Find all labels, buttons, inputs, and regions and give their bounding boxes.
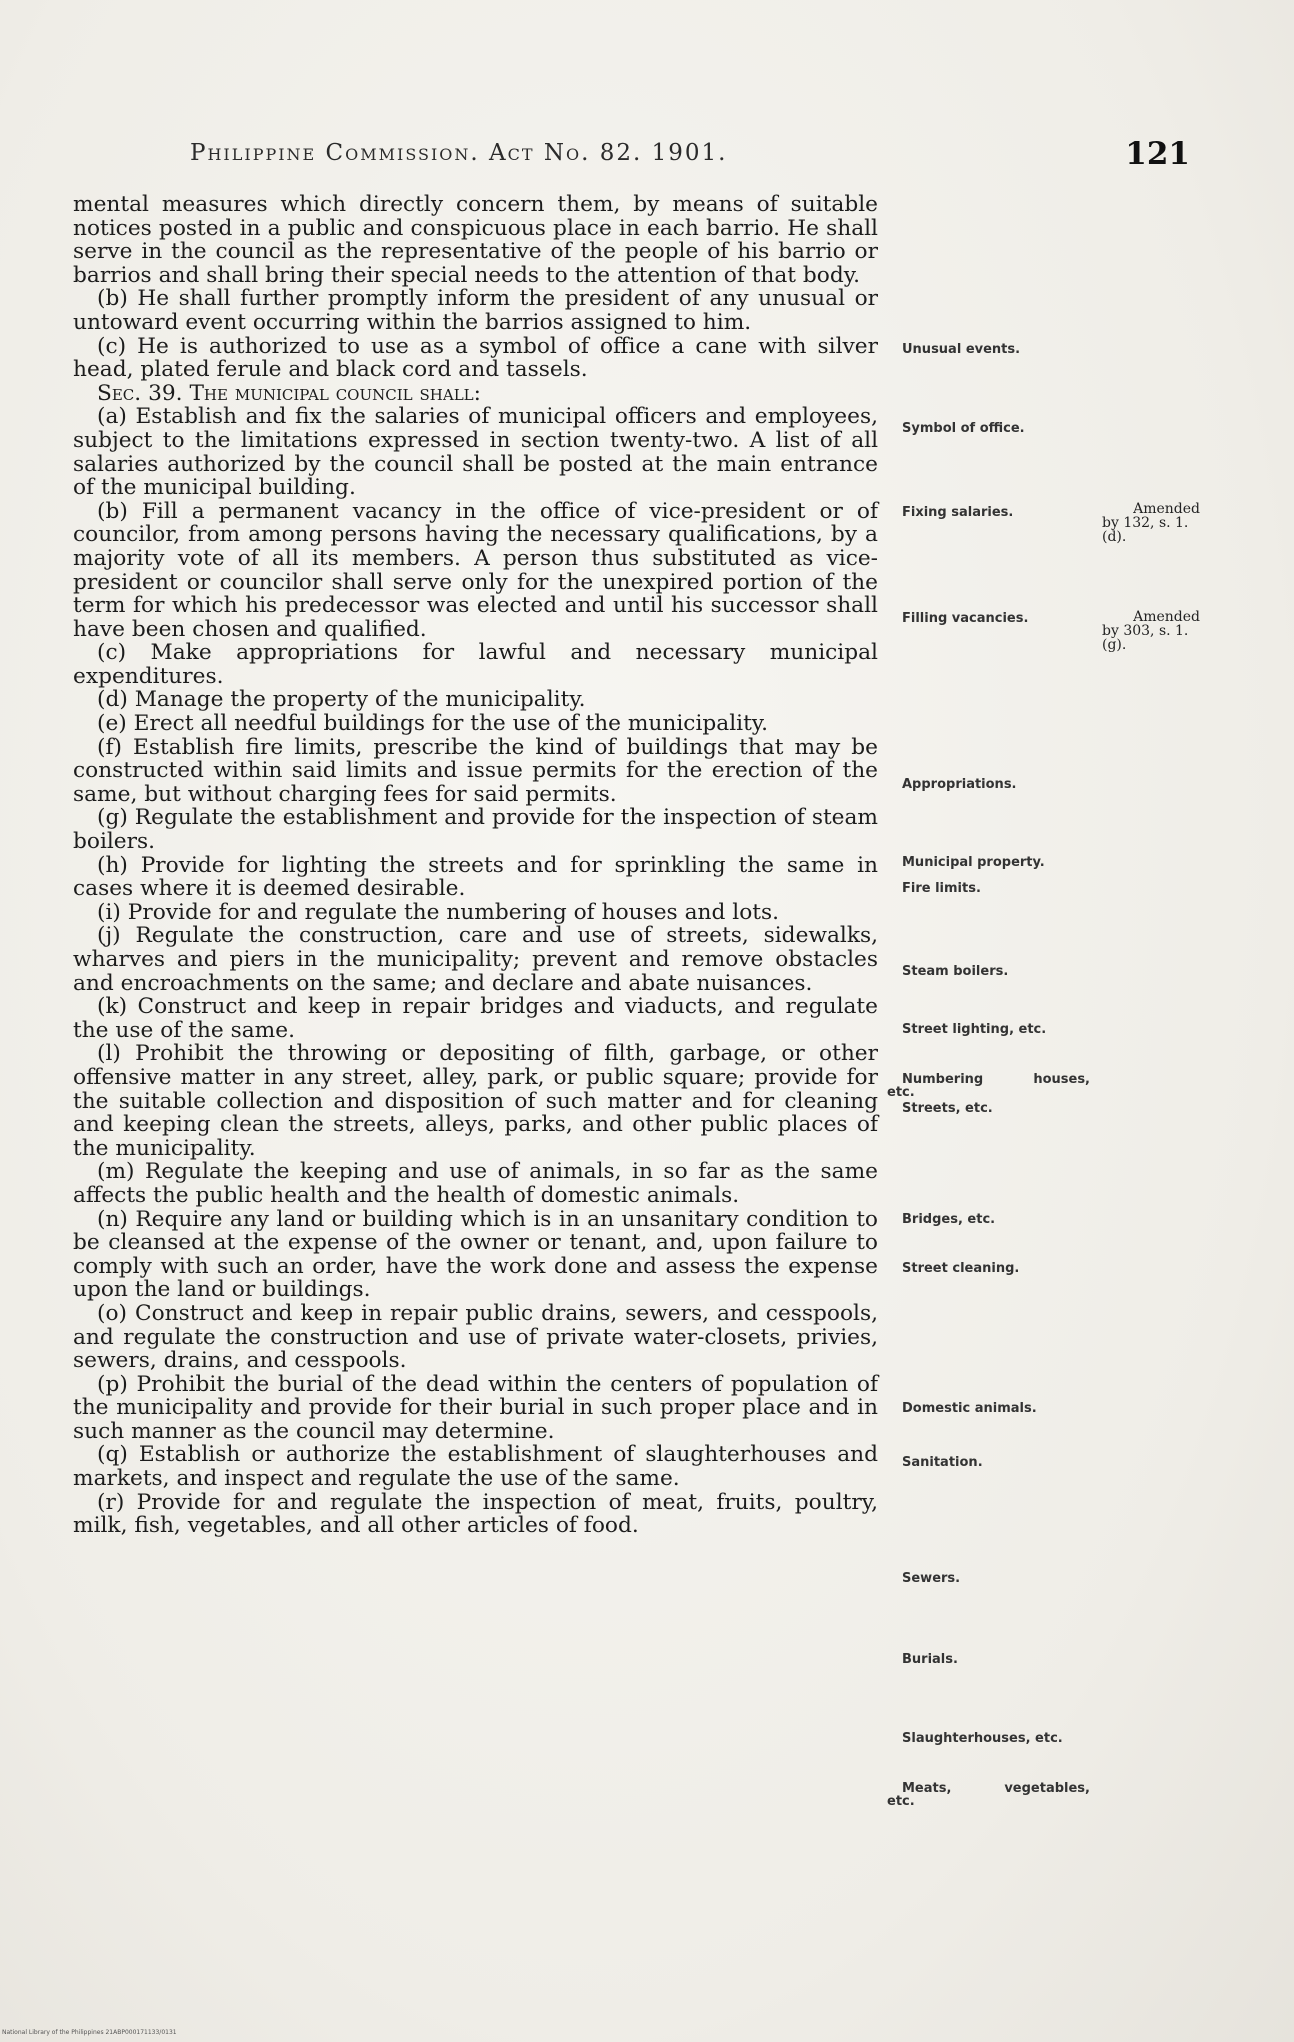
margin-note: Street cleaning. [902, 1261, 1020, 1276]
margin-note: Bridges, etc. [902, 1212, 996, 1227]
margin-note: Sanitation. [902, 1455, 983, 1470]
margin-note: Numbering houses, [902, 1072, 1090, 1087]
amendment-line: (d). [1102, 529, 1127, 545]
margin-note: Sewers. [902, 1571, 961, 1586]
running-head: Philippine Commission. Act No. 82. 1901. [190, 140, 728, 166]
scan-credit: National Library of the Philippines 21ABP000171133/0131 [2, 2029, 177, 2036]
margin-note: etc. [887, 1794, 915, 1809]
paragraph: (p) Prohibit the burial of the dead within the centers of population of the municipality and provide for their burial in such proper place and in such manner as the council may determine. [73, 1371, 878, 1444]
amendment-line: Amended [1133, 609, 1200, 625]
paragraph: (c) Make appropriations for lawful and necessary municipal expenditures. [73, 640, 878, 689]
paragraph: (n) Require any land or building which is in an unsanitary condition to be cleansed at the expense of the owner or tenant, and, upon failure to comply with such an order, have the work done and assess the expense upon the land or buildings. [73, 1206, 878, 1303]
margin-note: Municipal property. [902, 855, 1045, 870]
page-number: 121 [1125, 136, 1190, 172]
amendment-line: by 132, s. 1. [1102, 515, 1189, 531]
paragraph: (o) Construct and keep in repair public drains, sewers, and cesspools, and regulate the construction and use of private water-closets, privies, sewers, drains, and cesspools. [73, 1300, 878, 1374]
paragraph: (d) Manage the property of the municipality. [97, 687, 586, 713]
margin-note: Symbol of office. [902, 421, 1025, 436]
margin-note: Streets, etc. [902, 1101, 993, 1116]
amendment-note [1100, 610, 1200, 652]
margin-note: Unusual events. [902, 342, 1021, 357]
amendment-line: by 303, s. 1. [1102, 623, 1189, 639]
page-header [190, 136, 1190, 176]
paragraph: mental measures which directly concern them, by means of suitable notices posted in a public and conspicuous place in each barrio. He shall serve in the council as the representative of the people of his barrio or barrios and shall bring their special needs to the attention of that body. [73, 192, 878, 288]
margin-note: Domestic animals. [902, 1401, 1037, 1416]
paragraph: (l) Prohibit the throwing or depositing of filth, garbage, or other offensive matter in any street, alley, park, or public square; provide for the suitable collection and disposition of such matter and for cleaning and keeping clean the streets, alleys, parks, and other public places of the municipality. [73, 1041, 878, 1161]
paragraph: (f) Establish fire limits, prescribe the kind of buildings that may be constructed within said limits and issue permits for the erection of the same, but without charging fees for said permits. [73, 734, 878, 807]
margin-note: Meats, vegetables, [902, 1781, 1090, 1796]
paragraph: (e) Erect all needful buildings for the use of the municipality. [97, 711, 769, 737]
margin-note: Fixing salaries. [902, 505, 1014, 520]
paragraph: (i) Provide for and regulate the numbering of houses and lots. [97, 899, 779, 925]
margin-note: Filling vacancies. [902, 611, 1029, 626]
paragraph: (g) Regulate the establishment and provide for the inspection of steam boilers. [73, 805, 878, 855]
margin-note: Slaughterhouses, etc. [902, 1731, 1063, 1746]
margin-note: etc. [887, 1085, 915, 1100]
section-heading: Sec. 39. The municipal council shall: [97, 380, 481, 406]
margin-note: Fire limits. [902, 881, 981, 896]
margin-note: Steam boilers. [902, 964, 1009, 979]
paragraph: (m) Regulate the keeping and use of animals, in so far as the same affects the public health and the health of domestic animals. [73, 1159, 878, 1208]
paragraph: (a) Establish and fix the salaries of municipal officers and employees, subject to the limitations expressed in section twenty-two. A list of all salaries authorized by the council shall be posted at the main entrance of the municipal building. [73, 404, 878, 501]
paragraph: (r) Provide for and regulate the inspection of meat, fruits, poultry, milk, fish, vegetables, and all other articles of food. [73, 1489, 878, 1539]
margin-note: Burials. [902, 1652, 958, 1667]
amendment-note [1100, 502, 1200, 544]
body-text [73, 193, 878, 1538]
paragraph: (j) Regulate the construction, care and use of streets, sidewalks, wharves and piers in the municipality; prevent and remove obstacles and encroachments on the same; and declare and abate nuisances. [73, 923, 878, 996]
paragraph: (k) Construct and keep in repair bridges and viaducts, and regulate the use of the same. [73, 994, 878, 1043]
paragraph: (b) He shall further promptly inform the president of any unusual or untoward event occurring within the barrios assigned to him. [73, 286, 878, 335]
amendment-line: (g). [1102, 637, 1127, 653]
margin-note: Street lighting, etc. [902, 1022, 1047, 1037]
paragraph: (b) Fill a permanent vacancy in the office of vice-president or of councilor, from among persons having the necessary qualifications, by a majority vote of all its members. A person thus substituted as vice-president or councilor shall serve only for the unexpired portion of the term for which his predecessor was elected and until his successor shall have been chosen and qualified. [73, 498, 878, 642]
paragraph: (c) He is authorized to use as a symbol of office a cane with silver head, plated ferule and black cord and tassels. [73, 333, 878, 383]
paragraph: (q) Establish or authorize the establishment of slaughterhouses and markets, and inspect and regulate the use of the same. [73, 1442, 878, 1492]
paragraph: (h) Provide for lighting the streets and for sprinkling the same in cases where it is deemed desirable. [73, 852, 878, 902]
margin-note: Appropriations. [902, 777, 1017, 792]
amendment-line: Amended [1133, 501, 1200, 517]
